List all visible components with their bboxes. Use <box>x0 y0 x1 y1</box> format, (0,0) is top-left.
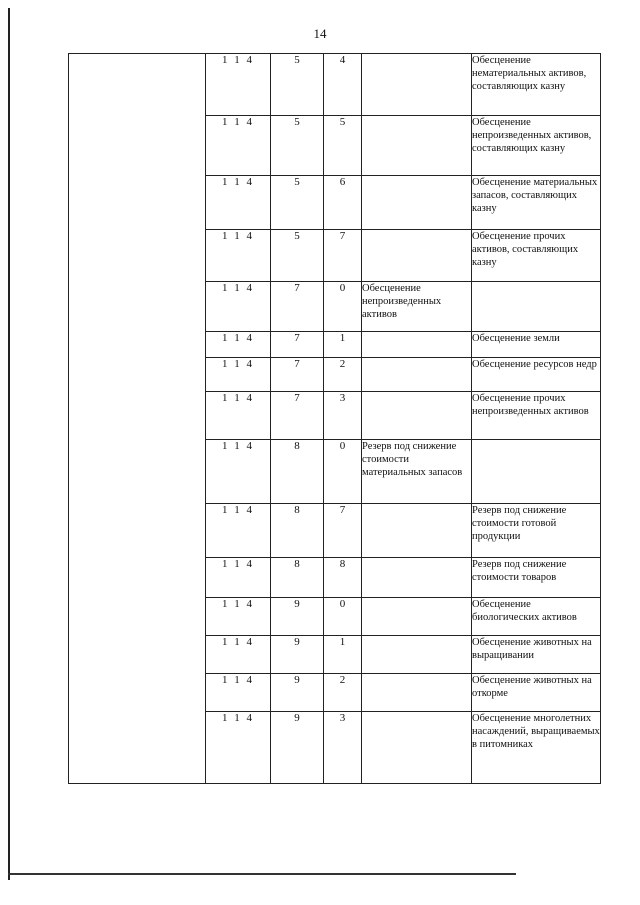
account-name-cell <box>472 282 601 332</box>
code-cell-text: 1 1 4 <box>222 504 254 516</box>
account-name-cell-text: Резерв под снижение стоимости товаров <box>472 559 567 583</box>
group-name-cell <box>362 504 472 558</box>
digit1-cell <box>271 392 324 440</box>
account-name-cell <box>472 176 601 230</box>
digit1-cell <box>271 230 324 282</box>
account-name-cell <box>472 598 601 636</box>
account-name-cell <box>472 116 601 176</box>
table-row <box>69 230 601 282</box>
digit2-cell-text: 3 <box>339 712 346 724</box>
group-name-cell <box>362 674 472 712</box>
account-name-cell-text: Обесценение животных на откорме <box>472 675 592 699</box>
blank-cell <box>69 358 206 392</box>
digit1-cell-text: 7 <box>294 332 300 344</box>
digit2-cell <box>324 504 362 558</box>
digit1-cell-text: 9 <box>294 674 300 686</box>
code-cell-text: 1 1 4 <box>222 332 254 344</box>
code-cell <box>206 116 271 176</box>
digit1-cell <box>271 176 324 230</box>
account-name-cell <box>472 504 601 558</box>
digit1-cell-text: 8 <box>294 440 300 452</box>
table-row <box>69 440 601 504</box>
digit1-cell <box>271 598 324 636</box>
table-row <box>69 598 601 636</box>
digit2-cell <box>324 636 362 674</box>
code-cell-text: 1 1 4 <box>222 392 254 404</box>
blank-cell <box>69 674 206 712</box>
account-name-cell <box>472 558 601 598</box>
digit1-cell-text: 5 <box>294 54 300 66</box>
digit2-cell-text: 3 <box>339 392 346 404</box>
code-cell-text: 1 1 4 <box>222 558 254 570</box>
blank-cell <box>69 230 206 282</box>
group-name-cell-text: Резерв под снижение стоимости материальных запасов <box>362 441 463 478</box>
table-row <box>69 712 601 784</box>
blank-cell <box>69 282 206 332</box>
table-row <box>69 504 601 558</box>
group-name-cell <box>362 116 472 176</box>
table-row <box>69 282 601 332</box>
digit2-cell-text: 7 <box>339 230 346 242</box>
group-name-cell <box>362 54 472 116</box>
digit2-cell <box>324 598 362 636</box>
account-name-cell-text: Резерв под снижение стоимости готовой продукции <box>472 505 567 542</box>
digit2-cell-text: 4 <box>339 54 346 66</box>
digit1-cell-text: 5 <box>294 116 300 128</box>
group-name-cell <box>362 282 472 332</box>
digit2-cell-text: 2 <box>339 674 346 686</box>
table-row <box>69 558 601 598</box>
digit1-cell <box>271 636 324 674</box>
code-cell-text: 1 1 4 <box>222 54 254 66</box>
code-cell-text: 1 1 4 <box>222 712 254 724</box>
group-name-cell <box>362 392 472 440</box>
account-name-cell-text: Обесценение непроизведенных активов, составляющих казну <box>472 117 592 154</box>
blank-cell <box>69 504 206 558</box>
digit2-cell-text: 5 <box>339 116 346 128</box>
code-cell-text: 1 1 4 <box>222 230 254 242</box>
digit1-cell <box>271 358 324 392</box>
digit1-cell-text: 8 <box>294 558 300 570</box>
table-row <box>69 54 601 116</box>
blank-cell <box>69 636 206 674</box>
code-cell <box>206 598 271 636</box>
digit1-cell-text: 5 <box>294 176 300 188</box>
group-name-cell <box>362 332 472 358</box>
digit2-cell-text: 6 <box>339 176 346 188</box>
blank-cell <box>69 332 206 358</box>
table-row <box>69 358 601 392</box>
account-name-cell-text: Обесценение материальных запасов, составляющих казну <box>472 177 598 214</box>
table-row <box>69 332 601 358</box>
account-name-cell-text: Обесценение земли <box>472 333 560 344</box>
group-name-cell <box>362 440 472 504</box>
code-cell-text: 1 1 4 <box>222 176 254 188</box>
table-row <box>69 116 601 176</box>
account-name-cell-text: Обесценение многолетних насаждений, выращиваемых в питомниках <box>472 713 600 750</box>
digit2-cell-text: 1 <box>339 636 346 648</box>
digit1-cell <box>271 116 324 176</box>
digit2-cell <box>324 712 362 784</box>
accounts-table <box>68 53 601 784</box>
account-name-cell-text: Обесценение прочих непроизведенных активов <box>472 393 589 417</box>
digit1-cell <box>271 54 324 116</box>
code-cell <box>206 674 271 712</box>
digit2-cell <box>324 282 362 332</box>
blank-cell <box>69 176 206 230</box>
digit1-cell <box>271 332 324 358</box>
account-name-cell-text: Обесценение нематериальных активов, составляющих казну <box>472 55 587 92</box>
code-cell <box>206 504 271 558</box>
digit2-cell <box>324 230 362 282</box>
account-name-cell-text: Обесценение животных на выращивании <box>472 637 592 661</box>
account-name-cell <box>472 440 601 504</box>
group-name-cell <box>362 230 472 282</box>
group-name-cell <box>362 558 472 598</box>
page-left-rule <box>8 8 10 880</box>
code-cell <box>206 282 271 332</box>
code-cell-text: 1 1 4 <box>222 358 254 370</box>
digit1-cell-text: 9 <box>294 598 300 610</box>
digit2-cell-text: 7 <box>339 504 346 516</box>
digit2-cell <box>324 392 362 440</box>
code-cell <box>206 358 271 392</box>
code-cell-text: 1 1 4 <box>222 636 254 648</box>
digit2-cell-text: 0 <box>339 440 346 452</box>
blank-cell <box>69 712 206 784</box>
digit2-cell <box>324 116 362 176</box>
table-row <box>69 176 601 230</box>
code-cell <box>206 636 271 674</box>
code-cell-text: 1 1 4 <box>222 116 254 128</box>
table-row <box>69 674 601 712</box>
blank-cell <box>69 440 206 504</box>
digit1-cell-text: 8 <box>294 504 300 516</box>
digit1-cell <box>271 282 324 332</box>
digit2-cell <box>324 674 362 712</box>
digit1-cell <box>271 558 324 598</box>
account-name-cell <box>472 230 601 282</box>
page-bottom-rule <box>8 873 516 875</box>
group-name-cell <box>362 636 472 674</box>
digit1-cell-text: 7 <box>294 358 300 370</box>
account-name-cell <box>472 332 601 358</box>
account-name-cell <box>472 54 601 116</box>
blank-cell <box>69 392 206 440</box>
blank-cell <box>69 558 206 598</box>
group-name-cell <box>362 712 472 784</box>
table-row <box>69 636 601 674</box>
code-cell-text: 1 1 4 <box>222 440 254 452</box>
blank-cell <box>69 598 206 636</box>
digit1-cell-text: 9 <box>294 636 300 648</box>
code-cell <box>206 332 271 358</box>
group-name-cell <box>362 176 472 230</box>
digit2-cell <box>324 332 362 358</box>
code-cell <box>206 558 271 598</box>
digit1-cell-text: 9 <box>294 712 300 724</box>
digit1-cell <box>271 504 324 558</box>
account-name-cell <box>472 392 601 440</box>
digit2-cell-text: 1 <box>339 332 346 344</box>
digit1-cell-text: 7 <box>294 282 300 294</box>
code-cell-text: 1 1 4 <box>222 674 254 686</box>
code-cell <box>206 230 271 282</box>
table-row <box>69 392 601 440</box>
digit2-cell <box>324 176 362 230</box>
digit2-cell-text: 2 <box>339 358 346 370</box>
digit2-cell-text: 0 <box>339 598 346 610</box>
digit2-cell <box>324 558 362 598</box>
digit2-cell <box>324 440 362 504</box>
account-name-cell-text: Обесценение биологических активов <box>472 599 577 623</box>
page-number: 14 <box>313 26 327 41</box>
code-cell <box>206 712 271 784</box>
digit2-cell-text: 0 <box>339 282 346 294</box>
code-cell-text: 1 1 4 <box>222 282 254 294</box>
blank-cell <box>69 116 206 176</box>
digit2-cell <box>324 54 362 116</box>
account-name-cell <box>472 358 601 392</box>
digit1-cell <box>271 440 324 504</box>
digit2-cell-text: 8 <box>339 558 346 570</box>
digit1-cell-text: 5 <box>294 230 300 242</box>
account-name-cell-text: Обесценение прочих активов, составляющих казну <box>472 231 579 268</box>
code-cell <box>206 440 271 504</box>
code-cell <box>206 176 271 230</box>
account-name-cell <box>472 712 601 784</box>
code-cell <box>206 392 271 440</box>
digit1-cell <box>271 712 324 784</box>
group-name-cell-text: Обесценение непроизведенных активов <box>362 283 442 320</box>
account-name-cell <box>472 636 601 674</box>
code-cell-text: 1 1 4 <box>222 598 254 610</box>
account-name-cell <box>472 674 601 712</box>
code-cell <box>206 54 271 116</box>
group-name-cell <box>362 598 472 636</box>
digit2-cell <box>324 358 362 392</box>
account-name-cell-text: Обесценение ресурсов недр <box>472 359 597 370</box>
digit1-cell-text: 7 <box>294 392 300 404</box>
blank-cell <box>69 54 206 116</box>
group-name-cell <box>362 358 472 392</box>
digit1-cell <box>271 674 324 712</box>
